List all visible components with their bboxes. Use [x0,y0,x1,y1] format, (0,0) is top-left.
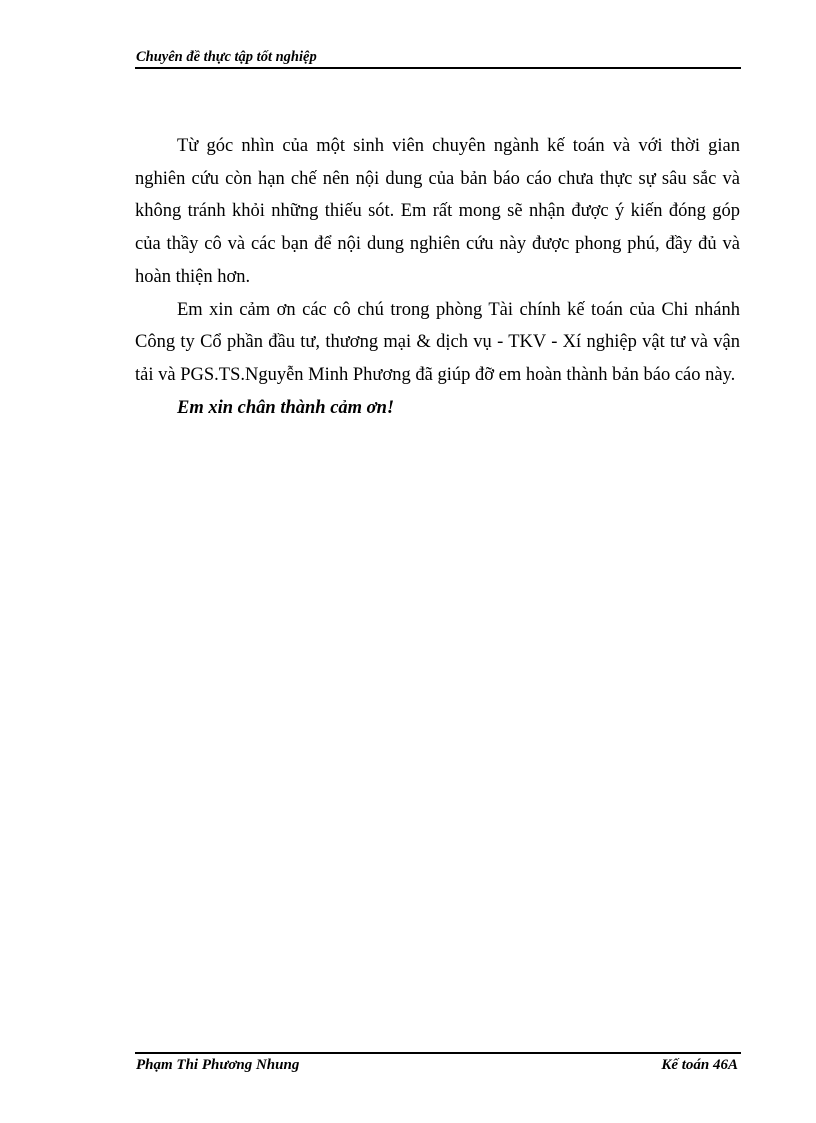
footer-rule [135,1052,741,1054]
footer-class-label: Kế toán 46A [661,1057,738,1073]
header-rule [135,67,741,69]
paragraph-acknowledgements: Em xin cảm ơn các cô chú trong phòng Tài chính kế toán của Chi nhánh Công ty Cổ phần đầu tư, thương mại & dịch vụ - TKV - Xí nghiệp vật tư và vận tải và PGS.TS.Nguyễn Minh Phương đã giúp đỡ em hoàn thành bản báo cáo này. [135,299,740,385]
footer-author-name: Phạm Thi Phương Nhung [136,1057,300,1073]
running-header-title: Chuyên đề thực tập tốt nghiệp [136,49,317,65]
document-body [135,130,740,424]
paragraph-limitations: Từ góc nhìn của một sinh viên chuyên ngành kế toán và với thời gian nghiên cứu còn hạn chế nên nội dung của bản báo cáo chưa thực sự sâu sắc và không tránh khỏi những thiếu sót. Em rất mong sẽ nhận được ý kiến đóng góp của thầy cô và các bạn để nội dung nghiên cứu này được phong phú, đầy đủ và hoàn thiện hơn. [135,136,740,287]
closing-thanks: Em xin chân thành cảm ơn! [177,397,395,418]
